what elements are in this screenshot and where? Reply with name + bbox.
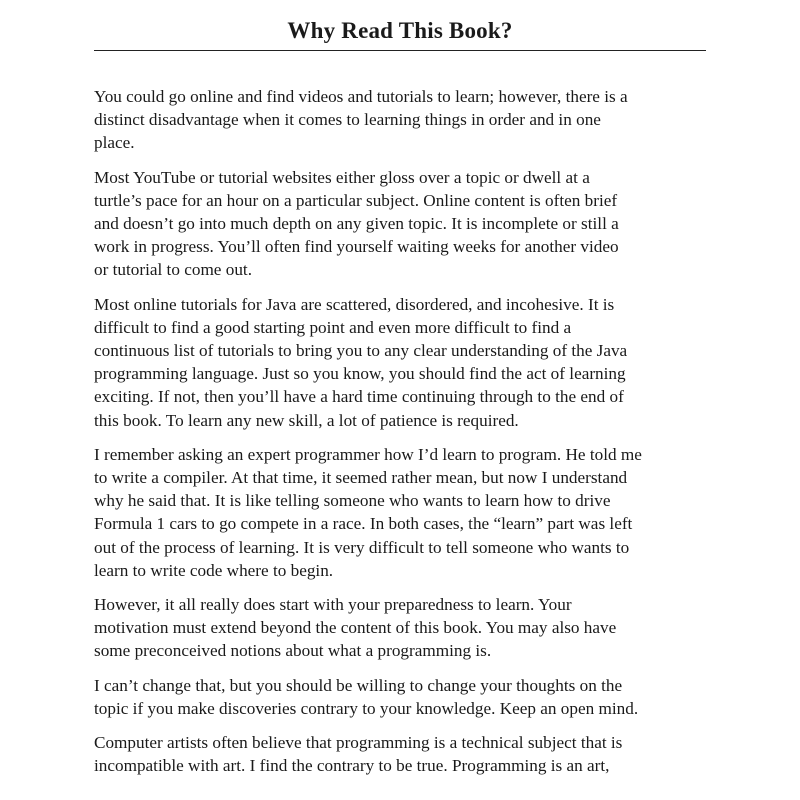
- text-line: turtle’s pace for an hour on a particular subject. Online content is often brief: [94, 190, 618, 210]
- text-line: incompatible with art. I find the contrary to be true. Programming is an art,: [94, 756, 610, 776]
- page-title: Why Read This Book?: [287, 18, 513, 43]
- text-line: difficult to find a good starting point and even more difficult to find a: [94, 317, 572, 337]
- text-line: continuous list of tutorials to bring you to any clear understanding of the Java: [94, 341, 628, 361]
- text-line: Formula 1 cars to go compete in a race. In both cases, the “learn” part was left: [94, 514, 633, 534]
- text-line: distinct disadvantage when it comes to learning things in order and in one: [94, 110, 601, 130]
- text-line: work in progress. You’ll often find yourself waiting weeks for another video: [94, 237, 619, 257]
- text-line: some preconceived notions about what a programming is.: [94, 641, 492, 661]
- text-line: motivation must extend beyond the content of this book. You may also have: [94, 618, 617, 638]
- text-line: or tutorial to come out.: [94, 260, 252, 280]
- text-line: and doesn’t go into much depth on any given topic. It is incomplete or still a: [94, 214, 619, 234]
- paragraph-6: [94, 674, 712, 720]
- paragraph-5: [94, 593, 712, 663]
- paragraph-1: [94, 85, 712, 155]
- body-text: [94, 85, 712, 788]
- text-line: Computer artists often believe that programming is a technical subject that is: [94, 733, 623, 753]
- text-line: to write a compiler. At that time, it seemed rather mean, but now I understand: [94, 468, 628, 488]
- paragraph-3: [94, 293, 712, 432]
- text-line: programming language. Just so you know, you should find the act of learning: [94, 364, 626, 384]
- text-line: You could go online and find videos and tutorials to learn; however, there is a: [94, 87, 628, 106]
- paragraph-2: [94, 166, 712, 282]
- text-line: Most online tutorials for Java are scattered, disordered, and incohesive. It is: [94, 294, 615, 314]
- text-line: place.: [94, 133, 135, 153]
- text-line: this book. To learn any new skill, a lot of patience is required.: [94, 410, 519, 430]
- text-line: out of the process of learning. It is very difficult to tell someone who wants to: [94, 537, 630, 557]
- text-line: However, it all really does start with your preparedness to learn. Your: [94, 595, 572, 615]
- paragraph-4: [94, 443, 712, 582]
- text-line: learn to write code where to begin.: [94, 560, 334, 580]
- text-line: topic if you make discoveries contrary to your knowledge. Keep an open mind.: [94, 698, 639, 718]
- title-rule: [94, 50, 706, 51]
- text-line: I can’t change that, but you should be willing to change your thoughts on the: [94, 675, 623, 695]
- paragraph-7: [94, 731, 712, 777]
- text-line: why he said that. It is like telling someone who wants to learn how to drive: [94, 491, 611, 511]
- text-line: I remember asking an expert programmer how I’d learn to program. He told me: [94, 444, 642, 464]
- text-line: Most YouTube or tutorial websites either gloss over a topic or dwell at a: [94, 167, 590, 187]
- text-line: exciting. If not, then you’ll have a hard time continuing through to the end of: [94, 387, 624, 407]
